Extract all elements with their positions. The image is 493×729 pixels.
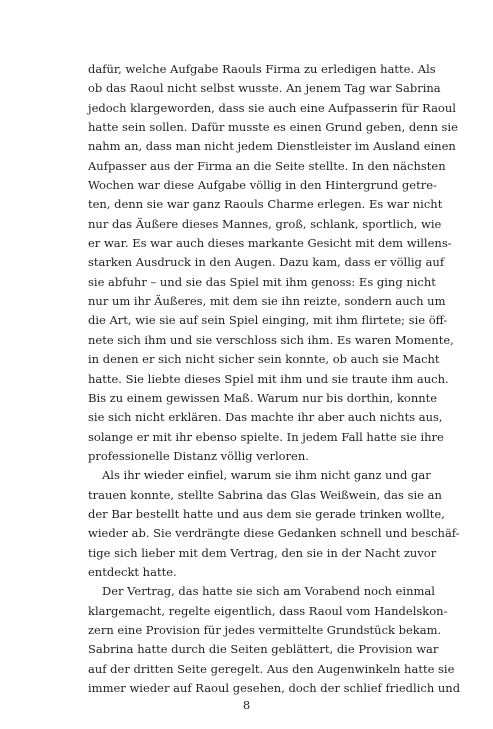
text-line: die Art, wie sie auf sein Spiel einging, mit ihm flirtete; sie öff-	[88, 313, 448, 328]
text-line: hatte sein sollen. Dafür musste es einen Grund geben, denn sie	[88, 120, 458, 135]
text-line: zern eine Provision für jedes vermittelte Grundstück bekam.	[88, 622, 442, 637]
text-line: Als ihr wieder einfiel, warum sie ihm nicht ganz und gar	[102, 468, 431, 483]
text-line: starken Ausdruck in den Augen. Dazu kam, dass er völlig auf	[88, 255, 445, 270]
text-line: ten, denn sie war ganz Raouls Charme erlegen. Es war nicht	[88, 197, 443, 212]
text-line: nur das Äußere dieses Mannes, groß, schlank, sportlich, wie	[88, 216, 442, 231]
text-line: in denen er sich nicht sicher sein konnte, ob auch sie Macht	[88, 352, 440, 367]
text-line: hatte. Sie liebte dieses Spiel mit ihm und sie traute ihm auch.	[88, 371, 449, 386]
body-text	[88, 60, 461, 698]
text-line: tige sich lieber mit dem Vertrag, den sie in der Nacht zuvor	[88, 545, 437, 560]
text-line: Bis zu einem gewissen Maß. Warum nur bis dorthin, konnte	[88, 390, 438, 405]
text-line: entdeckt hatte.	[88, 564, 177, 579]
text-line: solange er mit ihr ebenso spielte. In jedem Fall hatte sie ihre	[88, 429, 444, 444]
text-line: jedoch klargeworden, dass sie auch eine Aufpasserin für Raoul	[88, 100, 456, 115]
text-line: Wochen war diese Aufgabe völlig in den Hintergrund getre-	[88, 178, 437, 193]
text-line: sie abfuhr – und sie das Spiel mit ihm genoss: Es ging nicht	[88, 274, 436, 289]
text-line: sie sich nicht erklären. Das machte ihr aber auch nichts aus,	[88, 410, 443, 425]
text-line: dafür, welche Aufgabe Raouls Firma zu erledigen hatte. Als	[88, 62, 436, 76]
text-line: der Bar bestellt hatte und aus dem sie gerade trinken wollte,	[88, 506, 445, 521]
page-number: 8	[242, 698, 251, 712]
text-line: nahm an, dass man nicht jedem Dienstleister im Ausland einen	[88, 139, 456, 154]
text-line: wieder ab. Sie verdrängte diese Gedanken schnell und beschäf-	[88, 526, 460, 541]
text-line: Sabrina hatte durch die Seiten geblättert, die Provision war	[88, 642, 439, 657]
text-line: ob das Raoul nicht selbst wusste. An jenem Tag war Sabrina	[88, 81, 441, 96]
text-line: er war. Es war auch dieses markante Gesicht mit dem willens-	[88, 236, 452, 251]
text-line: nur um ihr Äußeres, mit dem sie ihn reizte, sondern auch um	[88, 294, 446, 309]
text-line: immer wieder auf Raoul gesehen, doch der schlief friedlich und	[88, 681, 461, 695]
text-line: auf der dritten Seite geregelt. Aus den Augenwinkeln hatte sie	[88, 661, 455, 676]
text-line: trauen konnte, stellte Sabrina das Glas Weißwein, das sie an	[88, 487, 442, 502]
text-line: nete sich ihm und sie verschloss sich ihm. Es waren Momente,	[88, 332, 454, 347]
text-line: professionelle Distanz völlig verloren.	[88, 448, 309, 463]
text-line: klargemacht, regelte eigentlich, dass Raoul vom Handelskon-	[88, 603, 448, 618]
text-line: Aufpasser aus der Firma an die Seite stellte. In den nächsten	[88, 158, 446, 173]
text-line: Der Vertrag, das hatte sie sich am Vorabend noch einmal	[102, 584, 435, 599]
